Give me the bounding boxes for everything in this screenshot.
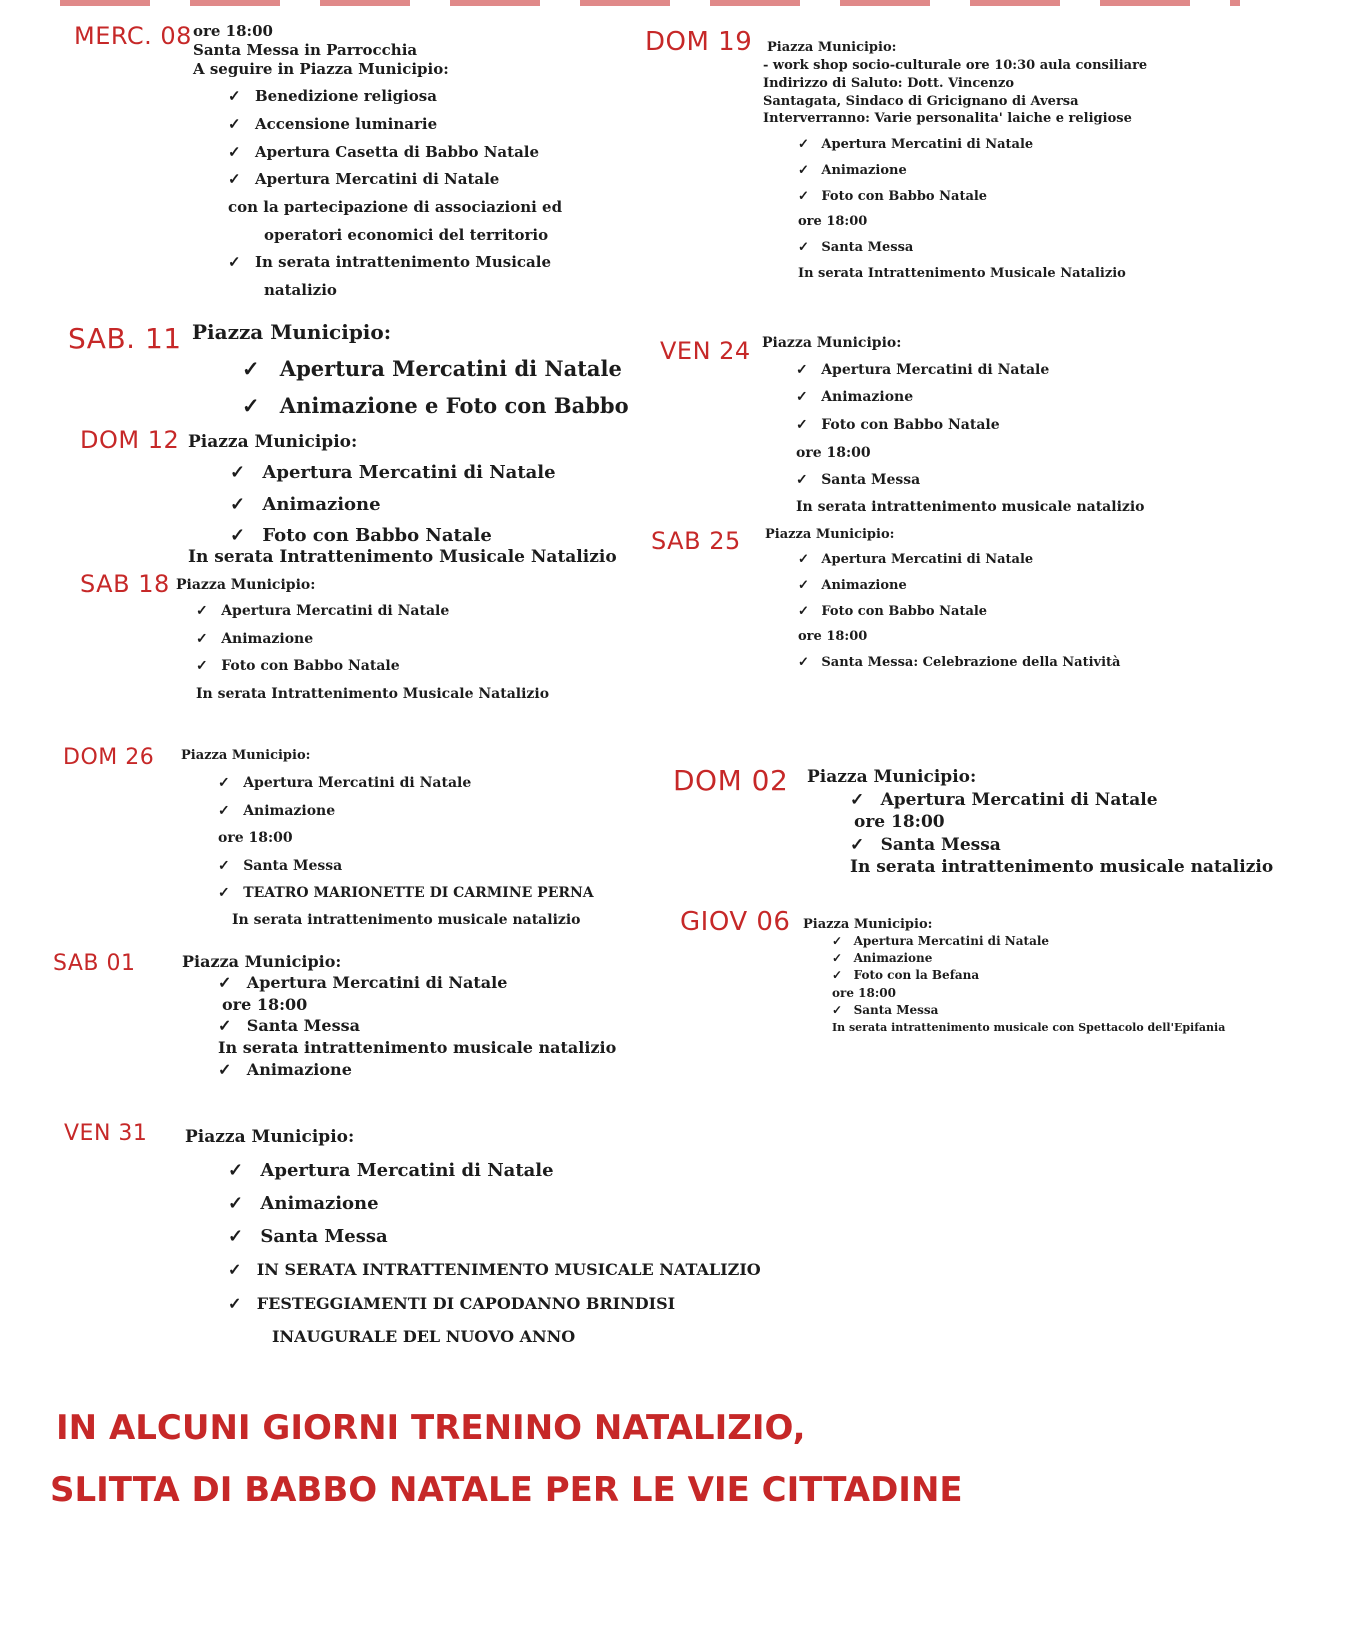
event-text-line	[798, 629, 867, 644]
top-banner-fragment	[60, 0, 1240, 6]
event-line-text: ore 18:00	[193, 22, 273, 40]
event-activity-item	[228, 170, 499, 188]
event-line-text: Foto con Babbo Natale	[821, 417, 1000, 433]
event-day-label: DOM 12	[80, 426, 180, 454]
event-text-line	[222, 995, 307, 1014]
check-icon: ✓	[798, 189, 809, 204]
event-text-line	[798, 266, 1126, 281]
event-line-text: con la partecipazione di associazioni ed	[228, 198, 563, 216]
event-line-text: Animazione	[821, 389, 914, 405]
event-activity-item	[228, 253, 551, 271]
event-activity-item	[832, 1003, 938, 1017]
event-line-text: Animazione	[221, 631, 314, 647]
check-icon: ✓	[798, 655, 809, 670]
event-line-text: Santa Messa	[246, 1016, 360, 1035]
event-line-text: Indirizzo di Saluto: Dott. Vincenzo	[763, 76, 1015, 91]
event-line-text: Piazza Municipio:	[762, 335, 902, 351]
event-activity-item	[242, 356, 622, 381]
event-line-text: Accensione luminarie	[255, 115, 438, 133]
event-text-line	[796, 499, 1145, 515]
check-icon: ✓	[798, 552, 809, 567]
event-line-text: operatori economici del territorio	[264, 226, 549, 244]
event-line-text: Piazza Municipio:	[807, 767, 977, 787]
check-icon: ✓	[218, 858, 230, 874]
event-line-text: Santa Messa: Celebrazione della Natività	[821, 655, 1121, 670]
check-icon: ✓	[796, 362, 808, 378]
check-icon: ✓	[242, 356, 260, 381]
event-day-label: SAB 25	[651, 527, 741, 555]
event-text-line	[176, 577, 315, 593]
event-activity-item	[850, 835, 1001, 855]
event-activity-item	[196, 631, 313, 647]
event-line-text: Santagata, Sindaco di Gricignano di Aversa	[763, 94, 1079, 109]
event-day-label: MERC. 08	[74, 22, 192, 50]
check-icon: ✓	[218, 973, 232, 992]
event-text-line	[763, 111, 1132, 126]
event-day-label: VEN 31	[64, 1121, 148, 1146]
event-line-text: Piazza Municipio:	[176, 577, 316, 593]
event-line-text: In serata intrattenimento musicale natalizio	[232, 912, 581, 928]
check-icon: ✓	[228, 1260, 242, 1279]
check-icon: ✓	[218, 1016, 232, 1035]
event-line-text: Animazione	[243, 803, 336, 819]
event-activity-item	[218, 858, 342, 874]
event-activity-item	[798, 240, 913, 255]
event-text-line	[798, 214, 867, 229]
check-icon: ✓	[228, 253, 241, 271]
event-activity-item	[832, 934, 1049, 948]
event-line-text: In serata intrattenimento Musicale	[255, 253, 552, 271]
event-line-text: Santa Messa	[821, 240, 914, 255]
event-text-line	[832, 1021, 1225, 1034]
event-activity-item	[230, 525, 492, 546]
event-line-text: Foto con Babbo Natale	[262, 525, 492, 546]
event-activity-item	[798, 163, 907, 178]
event-text-line	[796, 445, 871, 461]
check-icon: ✓	[850, 835, 865, 855]
event-text-line	[228, 198, 562, 216]
event-line-text: Apertura Mercatini di Natale	[243, 775, 472, 791]
check-icon: ✓	[218, 775, 230, 791]
event-text-line	[182, 952, 341, 971]
event-line-text: Piazza Municipio:	[192, 320, 392, 344]
event-activity-item	[796, 362, 1049, 378]
event-line-text: In serata intrattenimento musicale natalizio	[218, 1038, 617, 1057]
event-text-line	[193, 22, 273, 40]
event-line-text: Santa Messa	[821, 472, 921, 488]
event-activity-item	[228, 1160, 554, 1181]
event-activity-item	[228, 115, 437, 133]
event-text-line	[192, 320, 391, 344]
event-line-text: Foto con Babbo Natale	[221, 658, 400, 674]
event-line-text: Animazione e Foto con Babbo	[279, 393, 629, 418]
event-text-line	[188, 432, 357, 452]
event-line-text: Piazza Municipio:	[181, 748, 311, 763]
check-icon: ✓	[832, 968, 843, 982]
check-icon: ✓	[850, 790, 865, 810]
event-text-line	[832, 986, 896, 1000]
event-day-label: DOM 19	[645, 27, 753, 57]
event-line-text: Foto con Babbo Natale	[821, 189, 988, 204]
event-text-line	[264, 281, 337, 299]
check-icon: ✓	[796, 389, 808, 405]
event-text-line	[850, 857, 1273, 877]
event-line-text: Apertura Mercatini di Natale	[880, 790, 1158, 810]
event-text-line	[193, 60, 449, 78]
event-text-line	[181, 748, 310, 763]
check-icon: ✓	[796, 417, 808, 433]
check-icon: ✓	[228, 1294, 242, 1313]
footer-line-1: IN ALCUNI GIORNI TRENINO NATALIZIO,	[56, 1408, 806, 1448]
event-text-line	[854, 812, 945, 832]
event-line-text: ore 18:00	[798, 214, 868, 229]
event-line-text: Benedizione religiosa	[255, 87, 437, 105]
event-line-text: Piazza Municipio:	[767, 40, 897, 55]
check-icon: ✓	[228, 170, 241, 188]
event-activity-item	[230, 462, 556, 483]
event-line-text: Animazione	[260, 1193, 379, 1214]
event-line-text: Animazione	[821, 163, 907, 178]
check-icon: ✓	[228, 143, 241, 161]
event-day-label: SAB 01	[53, 951, 136, 976]
event-line-text: ore 18:00	[796, 445, 871, 461]
event-text-line	[196, 686, 549, 702]
event-activity-item	[228, 1193, 379, 1214]
event-line-text: Santa Messa	[260, 1226, 388, 1247]
event-text-line	[272, 1327, 575, 1346]
check-icon: ✓	[832, 934, 843, 948]
event-line-text: A seguire in Piazza Municipio:	[193, 60, 449, 78]
event-activity-item	[832, 968, 979, 982]
event-line-text: ore 18:00	[222, 995, 308, 1014]
event-line-text: Apertura Mercatini di Natale	[246, 973, 508, 992]
event-activity-item	[796, 417, 1000, 433]
event-text-line	[188, 547, 617, 567]
check-icon: ✓	[196, 658, 208, 674]
event-line-text: Animazione	[246, 1060, 352, 1079]
event-line-text: In serata Intrattenimento Musicale Natalizio	[188, 547, 617, 567]
event-line-text: Foto con la Befana	[853, 968, 980, 982]
check-icon: ✓	[832, 1003, 843, 1017]
event-line-text: Apertura Mercatini di Natale	[821, 552, 1034, 567]
event-line-text: Animazione	[853, 951, 933, 965]
event-activity-item	[798, 552, 1033, 567]
event-activity-item	[832, 951, 932, 965]
event-line-text: ore 18:00	[218, 830, 293, 846]
check-icon: ✓	[230, 494, 246, 515]
check-icon: ✓	[798, 137, 809, 152]
event-text-line	[218, 830, 293, 846]
event-line-text: Santa Messa in Parrocchia	[193, 41, 418, 59]
event-line-text: natalizio	[264, 281, 337, 299]
check-icon: ✓	[242, 393, 260, 418]
check-icon: ✓	[228, 1160, 244, 1181]
check-icon: ✓	[228, 115, 241, 133]
event-text-line	[218, 1038, 616, 1057]
event-line-text: Foto con Babbo Natale	[821, 604, 988, 619]
event-line-text: Apertura Mercatini di Natale	[262, 462, 556, 483]
event-text-line	[185, 1127, 354, 1147]
event-line-text: Santa Messa	[853, 1003, 939, 1017]
event-activity-item	[798, 604, 987, 619]
event-activity-item	[218, 775, 471, 791]
event-activity-item	[798, 137, 1033, 152]
event-line-text: In serata Intrattenimento Musicale Natalizio	[798, 266, 1126, 281]
event-activity-item	[230, 494, 381, 515]
event-text-line	[803, 917, 932, 932]
check-icon: ✓	[798, 604, 809, 619]
event-line-text: In serata intrattenimento musicale natalizio	[796, 499, 1145, 515]
event-activity-item	[850, 790, 1158, 810]
event-line-text: INAUGURALE DEL NUOVO ANNO	[272, 1327, 576, 1346]
check-icon: ✓	[228, 87, 241, 105]
check-icon: ✓	[218, 885, 230, 901]
event-day-label: GIOV 06	[680, 907, 791, 937]
event-activity-item	[196, 603, 449, 619]
event-activity-item	[796, 472, 920, 488]
event-line-text: Piazza Municipio:	[188, 432, 358, 452]
event-activity-item	[218, 885, 594, 901]
event-line-text: Piazza Municipio:	[185, 1127, 355, 1147]
event-line-text: In serata intrattenimento musicale natalizio	[850, 857, 1274, 877]
event-day-label: SAB 18	[80, 570, 170, 598]
check-icon: ✓	[230, 462, 246, 483]
event-day-label: DOM 02	[673, 764, 789, 797]
event-text-line	[763, 58, 1147, 73]
event-text-line	[765, 527, 894, 542]
event-activity-item	[218, 803, 335, 819]
event-line-text: Piazza Municipio:	[182, 952, 342, 971]
event-line-text: Santa Messa	[880, 835, 1001, 855]
event-text-line	[264, 226, 548, 244]
event-line-text: - work shop socio-culturale ore 10:30 aula consiliare	[763, 58, 1148, 73]
event-line-text: Apertura Mercatini di Natale	[821, 362, 1050, 378]
event-activity-item	[228, 1226, 388, 1247]
event-line-text: Apertura Mercatini di Natale	[279, 356, 622, 381]
event-line-text: ore 18:00	[832, 986, 896, 1000]
event-line-text: Animazione	[821, 578, 907, 593]
event-line-text: Apertura Mercatini di Natale	[260, 1160, 554, 1181]
event-text-line	[763, 94, 1079, 109]
event-activity-item	[796, 389, 913, 405]
event-activity-item	[798, 655, 1120, 670]
event-text-line	[232, 912, 581, 928]
check-icon: ✓	[798, 240, 809, 255]
event-text-line	[762, 335, 901, 351]
event-line-text: Piazza Municipio:	[803, 917, 933, 932]
event-line-text: In serata intrattenimento musicale con Spettacolo dell'Epifania	[832, 1021, 1226, 1034]
event-activity-item	[798, 578, 907, 593]
event-line-text: Apertura Mercatini di Natale	[821, 137, 1034, 152]
event-line-text: Interverranno: Varie personalita' laiche e religiose	[763, 111, 1132, 126]
check-icon: ✓	[230, 525, 246, 546]
event-activity-item	[228, 87, 437, 105]
check-icon: ✓	[218, 803, 230, 819]
event-text-line	[767, 40, 896, 55]
event-activity-item	[228, 1260, 761, 1279]
event-activity-item	[242, 393, 629, 418]
event-activity-item	[218, 973, 507, 992]
event-line-text: Apertura Mercatini di Natale	[255, 170, 500, 188]
event-activity-item	[218, 1060, 352, 1079]
event-line-text: Santa Messa	[243, 858, 343, 874]
check-icon: ✓	[218, 1060, 232, 1079]
event-day-label: SAB. 11	[68, 322, 182, 355]
event-text-line	[763, 76, 1014, 91]
event-line-text: ore 18:00	[798, 629, 868, 644]
event-day-label: DOM 26	[63, 745, 155, 770]
check-icon: ✓	[228, 1193, 244, 1214]
check-icon: ✓	[832, 951, 843, 965]
event-line-text: TEATRO MARIONETTE DI CARMINE PERNA	[243, 885, 594, 901]
event-line-text: Apertura Mercatini di Natale	[853, 934, 1050, 948]
event-activity-item	[228, 1294, 675, 1313]
check-icon: ✓	[796, 472, 808, 488]
event-line-text: Animazione	[262, 494, 381, 515]
event-line-text: Apertura Casetta di Babbo Natale	[255, 143, 540, 161]
event-line-text: In serata Intrattenimento Musicale Natalizio	[196, 686, 550, 702]
event-line-text: Apertura Mercatini di Natale	[221, 603, 450, 619]
event-activity-item	[798, 189, 987, 204]
event-line-text: ore 18:00	[854, 812, 945, 832]
event-text-line	[807, 767, 976, 787]
event-activity-item	[218, 1016, 360, 1035]
check-icon: ✓	[196, 603, 208, 619]
check-icon: ✓	[798, 578, 809, 593]
check-icon: ✓	[228, 1226, 244, 1247]
check-icon: ✓	[798, 163, 809, 178]
event-text-line	[193, 41, 417, 59]
event-activity-item	[196, 658, 400, 674]
footer-line-2: SLITTA DI BABBO NATALE PER LE VIE CITTADINE	[50, 1470, 963, 1510]
event-line-text: FESTEGGIAMENTI DI CAPODANNO BRINDISI	[256, 1294, 676, 1313]
event-line-text: IN SERATA INTRATTENIMENTO MUSICALE NATALIZIO	[256, 1260, 761, 1279]
event-line-text: Piazza Municipio:	[765, 527, 895, 542]
event-activity-item	[228, 143, 539, 161]
event-day-label: VEN 24	[660, 337, 751, 365]
check-icon: ✓	[196, 631, 208, 647]
